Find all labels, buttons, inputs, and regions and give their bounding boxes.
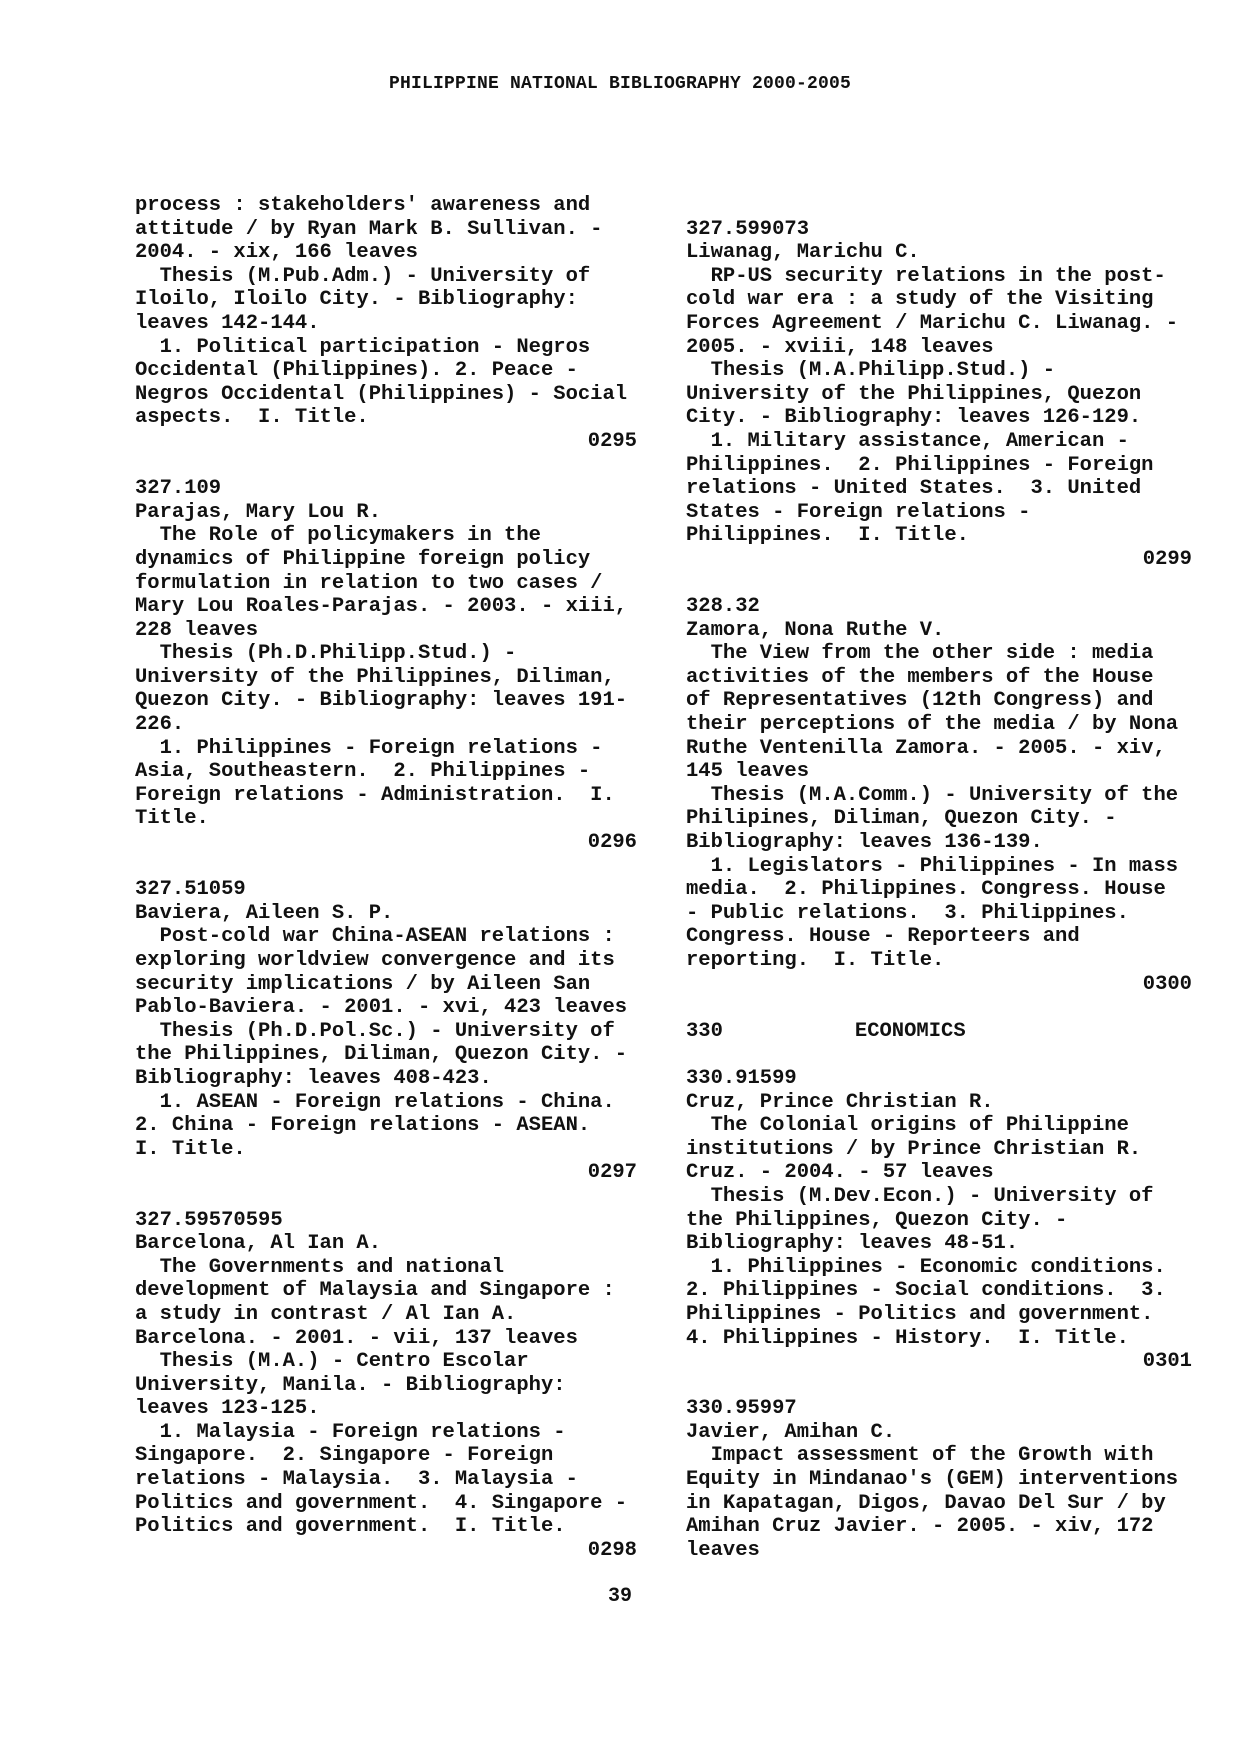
entry-line: Thesis (M.A.Comm.) - University of the <box>686 783 1179 807</box>
entry-line: Philippines - Politics and government. <box>686 1302 1154 1326</box>
entry-line: leaves <box>686 1538 760 1562</box>
entry-spacer <box>686 572 1192 596</box>
entry-number: 0297 <box>587 1161 637 1185</box>
entry-line: reporting. I. Title. <box>686 949 945 972</box>
author-line: Javier, Amihan C. <box>686 1420 896 1444</box>
entry-line: activities of the members of the House <box>686 665 1154 689</box>
entry-spacer <box>686 1374 1192 1398</box>
entry-line: Thesis (Ph.D.Pol.Sc.) - University of <box>135 1019 615 1043</box>
entry-line: 228 leaves <box>135 618 259 642</box>
bib-entry-0301 <box>686 1067 1192 1374</box>
entry-line: University of the Philippines, Quezon <box>686 382 1142 406</box>
entry-line: Bibliography: leaves 136-139. <box>686 831 1043 855</box>
entry-line: relations - Malaysia. 3. Malaysia - <box>135 1468 578 1492</box>
entry-line: Mary Lou Roales-Parajas. - 2003. - xiii, <box>135 595 628 619</box>
entry-line: of Representatives (12th Congress) and <box>686 689 1154 713</box>
entry-line: Amihan Cruz Javier. - 2005. - xiv, 172 <box>686 1515 1154 1539</box>
bib-entry-0297 <box>135 878 637 1185</box>
author-line: Cruz, Prince Christian R. <box>686 1090 994 1114</box>
entry-line: 1. Military assistance, American - <box>686 429 1129 453</box>
class-number: 328.32 <box>686 595 760 619</box>
entry-line: cold war era : a study of the Visiting <box>686 288 1154 312</box>
entry-line: security implications / by Aileen San <box>135 972 591 996</box>
entry-line: their perceptions of the media / by Nona <box>686 713 1179 737</box>
entry-line: RP-US security relations in the post- <box>686 264 1166 288</box>
class-number: 327.59570595 <box>135 1208 283 1232</box>
entry-number: 0300 <box>1142 972 1192 996</box>
entry-line: City. - Bibliography: leaves 126-129. <box>686 406 1142 430</box>
entry-line: process : stakeholders' awareness and <box>135 194 591 217</box>
class-number: 327.109 <box>135 477 222 501</box>
entry-spacer <box>686 194 1192 218</box>
entry-line: 1. Malaysia - Foreign relations - <box>135 1420 566 1444</box>
author-line: Baviera, Aileen S. P. <box>135 901 394 925</box>
entry-line: Impact assessment of the Growth with <box>686 1444 1154 1468</box>
entry-line: 2004. - xix, 166 leaves <box>135 241 418 265</box>
entry-line: relations - United States. 3. United <box>686 477 1142 501</box>
entry-line: Barcelona. - 2001. - vii, 137 leaves <box>135 1326 578 1350</box>
entry-line: formulation in relation to two cases / <box>135 571 603 595</box>
page-header: PHILIPPINE NATIONAL BIBLIOGRAPHY 2000-2005 <box>388 74 852 94</box>
entry-line: Title. <box>135 807 209 831</box>
entry-line: media. 2. Philippines. Congress. House <box>686 878 1166 902</box>
entry-line: institutions / by Prince Christian R. <box>686 1137 1142 1161</box>
entry-line: aspects. I. Title. <box>135 406 369 430</box>
entry-line: leaves 123-125. <box>135 1397 320 1421</box>
bib-entry-0298 <box>135 1209 637 1563</box>
section-title: ECONOMICS <box>854 1019 966 1043</box>
entry-spacer <box>686 1043 1192 1067</box>
entry-line: Negros Occidental (Philippines) - Social <box>135 382 628 406</box>
bib-entry-0300 <box>686 595 1192 996</box>
entry-line: Politics and government. I. Title. <box>135 1515 566 1539</box>
bib-entry-0299 <box>686 218 1192 572</box>
entry-line: Pablo-Baviera. - 2001. - xvi, 423 leaves <box>135 996 628 1020</box>
entry-spacer <box>135 1185 637 1209</box>
entry-line: 1. Political participation - Negros <box>135 335 591 359</box>
class-number: 330.91599 <box>686 1066 797 1090</box>
entry-line: Thesis (M.Pub.Adm.) - University of <box>135 264 591 288</box>
entry-line: a study in contrast / Al Ian A. <box>135 1302 517 1326</box>
entry-line: States - Foreign relations - <box>686 500 1031 524</box>
entry-line: University, Manila. - Bibliography: <box>135 1373 566 1397</box>
entry-number: 0301 <box>1142 1350 1192 1374</box>
entry-number: 0296 <box>587 831 637 855</box>
entry-line: I. Title. <box>135 1137 246 1161</box>
entry-line: Ruthe Ventenilla Zamora. - 2005. - xiv, <box>686 736 1166 760</box>
bib-entry-0295 <box>135 194 637 454</box>
entry-spacer <box>135 454 637 478</box>
bib-entry-0296 <box>135 477 637 855</box>
entry-line: exploring worldview convergence and its <box>135 949 615 972</box>
entry-line: The Colonial origins of Philippine <box>686 1114 1129 1138</box>
entry-line: Post-cold war China-ASEAN relations : <box>135 925 615 949</box>
entry-line: Thesis (M.A.Philipp.Stud.) - <box>686 359 1056 383</box>
entry-line: 1. Legislators - Philippines - In mass <box>686 854 1179 878</box>
right-column <box>686 194 1192 1562</box>
author-line: Liwanag, Marichu C. <box>686 241 920 265</box>
entry-line: 2. Philippines - Social conditions. 3. <box>686 1279 1166 1303</box>
entry-number: 0299 <box>1142 547 1192 571</box>
entry-line: 1. Philippines - Economic conditions. <box>686 1255 1166 1279</box>
class-number: 330.95997 <box>686 1397 797 1421</box>
entry-line: Forces Agreement / Marichu C. Liwanag. - <box>686 311 1179 335</box>
entry-line: 2. China - Foreign relations - ASEAN. <box>135 1114 591 1138</box>
entry-line: the Philippines, Diliman, Quezon City. - <box>135 1043 628 1067</box>
entry-line: 226. <box>135 713 185 737</box>
entry-line: development of Malaysia and Singapore : <box>135 1279 615 1303</box>
class-number: 327.51059 <box>135 878 246 902</box>
entry-line: Thesis (Ph.D.Philipp.Stud.) - <box>135 642 517 666</box>
entry-number: 0295 <box>587 429 637 453</box>
entry-line: dynamics of Philippine foreign policy <box>135 547 591 571</box>
entry-line: - Public relations. 3. Philippines. <box>686 901 1129 925</box>
entry-spacer <box>686 996 1192 1020</box>
entry-line: The Governments and national <box>135 1255 505 1279</box>
entry-line: Thesis (M.Dev.Econ.) - University of <box>686 1184 1154 1208</box>
entry-number: 0298 <box>587 1538 637 1562</box>
entry-line: Asia, Southeastern. 2. Philippines - <box>135 760 591 784</box>
entry-line: University of the Philippines, Diliman, <box>135 665 615 689</box>
entry-line: leaves 142-144. <box>135 311 320 335</box>
entry-line: 1. Philippines - Foreign relations - <box>135 736 603 760</box>
entry-line: 2005. - xviii, 148 leaves <box>686 335 994 359</box>
entry-line: 145 leaves <box>686 760 810 784</box>
entry-line: Bibliography: leaves 48-51. <box>686 1232 1019 1256</box>
entry-line: Bibliography: leaves 408-423. <box>135 1066 492 1090</box>
entry-line: in Kapatagan, Digos, Davao Del Sur / by <box>686 1491 1166 1515</box>
entry-spacer <box>135 855 637 879</box>
entry-line: Cruz. - 2004. - 57 leaves <box>686 1161 994 1185</box>
entry-line: Quezon City. - Bibliography: leaves 191- <box>135 689 628 713</box>
bib-entry-continued <box>686 1397 1192 1562</box>
author-line: Barcelona, Al Ian A. <box>135 1232 382 1256</box>
section-code: 330 <box>686 1019 723 1043</box>
entry-line: Equity in Mindanao's (GEM) interventions <box>686 1468 1179 1492</box>
author-line: Zamora, Nona Ruthe V. <box>686 618 945 642</box>
entry-line: Singapore. 2. Singapore - Foreign <box>135 1444 554 1468</box>
entry-line: The View from the other side : media <box>686 642 1154 666</box>
entry-line: The Role of policymakers in the <box>135 524 541 548</box>
left-column <box>135 194 637 1562</box>
entry-line: Iloilo, Iloilo City. - Bibliography: <box>135 288 578 312</box>
class-number: 327.599073 <box>686 217 810 241</box>
entry-line: the Philippines, Quezon City. - <box>686 1208 1068 1232</box>
entry-line: Philipines, Diliman, Quezon City. - <box>686 807 1117 831</box>
entry-line: 1. ASEAN - Foreign relations - China. <box>135 1090 615 1114</box>
entry-line: Occidental (Philippines). 2. Peace - <box>135 359 578 383</box>
entry-line: attitude / by Ryan Mark B. Sullivan. - <box>135 217 603 241</box>
section-heading <box>686 1020 1192 1044</box>
entry-line: 4. Philippines - History. I. Title. <box>686 1326 1129 1350</box>
author-line: Parajas, Mary Lou R. <box>135 500 382 524</box>
entry-line: Foreign relations - Administration. I. <box>135 783 615 807</box>
entry-line: Philippines. 2. Philippines - Foreign <box>686 453 1154 477</box>
entry-line: Politics and government. 4. Singapore - <box>135 1491 628 1515</box>
entry-line: Philippines. I. Title. <box>686 524 969 548</box>
page-number: 39 <box>607 1585 632 1608</box>
entry-line: Thesis (M.A.) - Centro Escolar <box>135 1350 529 1374</box>
entry-line: Congress. House - Reporteers and <box>686 925 1080 949</box>
